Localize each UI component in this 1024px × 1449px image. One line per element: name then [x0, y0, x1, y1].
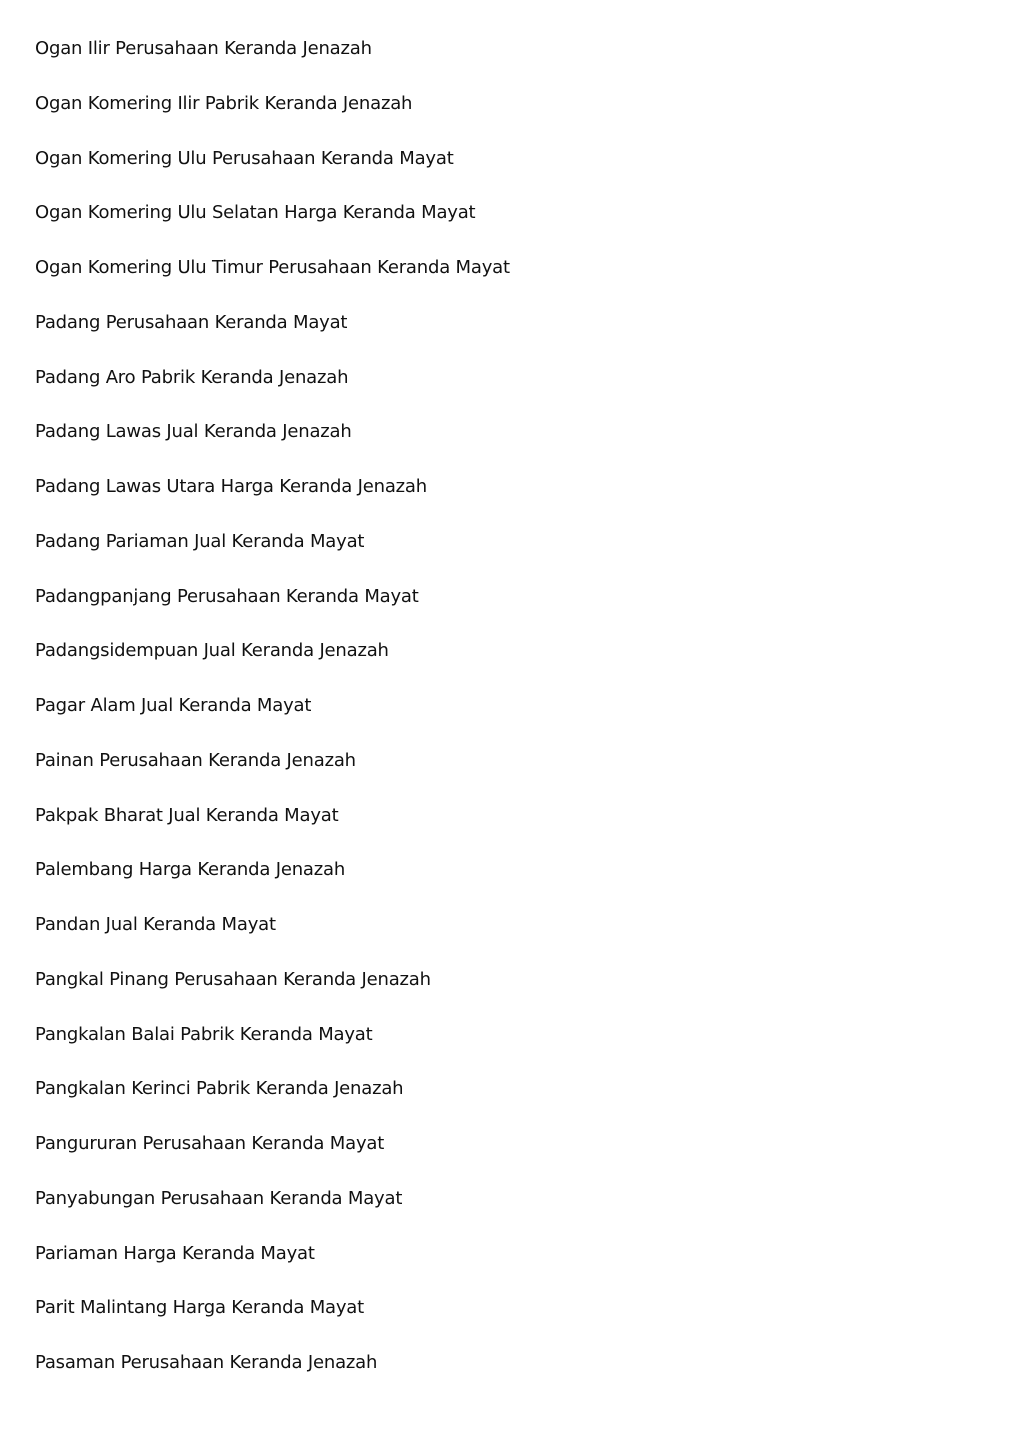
list-item: Painan Perusahaan Keranda Jenazah	[35, 749, 356, 771]
list-item: Parit Malintang Harga Keranda Mayat	[35, 1297, 364, 1319]
list-item: Padang Pariaman Jual Keranda Mayat	[35, 530, 365, 552]
list-item: Pakpak Bharat Jual Keranda Mayat	[35, 804, 339, 826]
list-item: Pariaman Harga Keranda Mayat	[35, 1242, 315, 1264]
list-item: Pagar Alam Jual Keranda Mayat	[35, 695, 312, 716]
list-item: Pangururan Perusahaan Keranda Mayat	[35, 1133, 385, 1154]
list-item: Pasaman Perusahaan Keranda Jenazah	[35, 1352, 378, 1373]
list-item: Padangpanjang Perusahaan Keranda Mayat	[35, 585, 419, 607]
list-item: Pandan Jual Keranda Mayat	[35, 914, 276, 935]
list-item: Panyabungan Perusahaan Keranda Mayat	[35, 1187, 403, 1209]
list-item: Padang Perusahaan Keranda Mayat	[35, 311, 348, 333]
list-item: Ogan Komering Ilir Pabrik Keranda Jenazah	[35, 92, 413, 114]
list-item: Pangkalan Kerinci Pabrik Keranda Jenazah	[35, 1078, 404, 1100]
list-item: Ogan Komering Ulu Perusahaan Keranda Mayat	[35, 147, 454, 169]
document-page	[35, 36, 995, 1405]
list-item: Padang Lawas Jual Keranda Jenazah	[35, 421, 352, 443]
list-item: Ogan Komering Ulu Timur Perusahaan Keranda Mayat	[35, 257, 510, 278]
list-item: Padangsidempuan Jual Keranda Jenazah	[35, 640, 389, 662]
list-item: Pangkalan Balai Pabrik Keranda Mayat	[35, 1023, 373, 1045]
list-item: Padang Aro Pabrik Keranda Jenazah	[35, 366, 349, 388]
list-item: Pangkal Pinang Perusahaan Keranda Jenazah	[35, 968, 431, 990]
list-item: Ogan Komering Ulu Selatan Harga Keranda Mayat	[35, 202, 476, 224]
list-item: Palembang Harga Keranda Jenazah	[35, 859, 346, 881]
list-item: Padang Lawas Utara Harga Keranda Jenazah	[35, 476, 427, 497]
list-item: Ogan Ilir Perusahaan Keranda Jenazah	[35, 38, 372, 59]
location-list	[35, 36, 995, 1376]
